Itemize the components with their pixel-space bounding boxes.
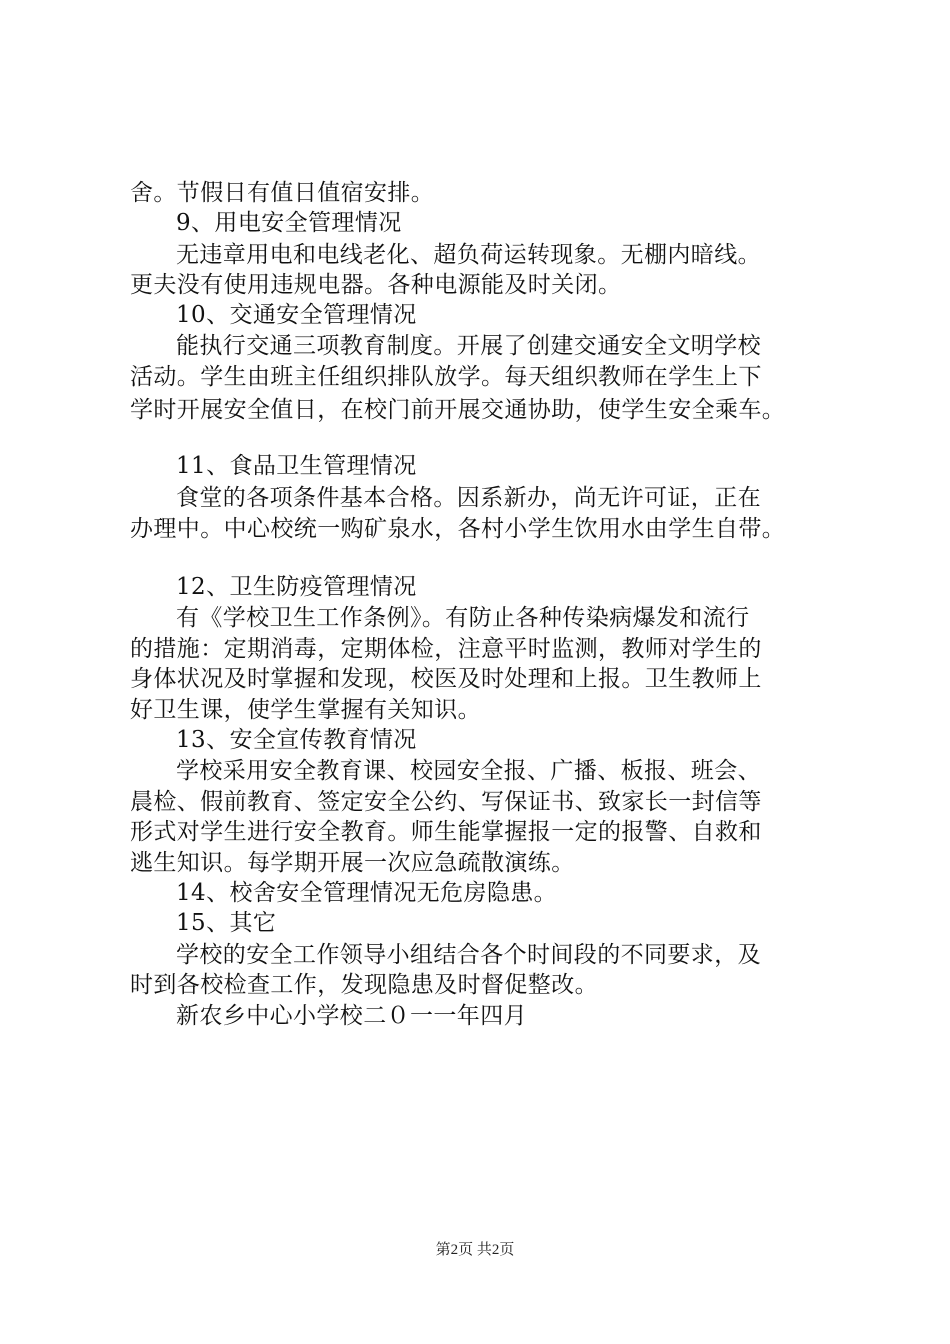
paragraph-line: 更夫没有使用违规电器。各种电源能及时关闭。: [130, 272, 622, 298]
section-heading-9: 9、用电安全管理情况: [176, 210, 402, 236]
paragraph-line: 形式对学生进行安全教育。师生能掌握报一定的报警、自救和: [130, 819, 762, 845]
page-number-footer: 第2页 共2页: [435, 1242, 515, 1258]
paragraph-line: 逃生知识。每学期开展一次应急疏散演练。: [130, 850, 575, 876]
section-heading-11: 11、食品卫生管理情况: [176, 453, 417, 479]
section-heading-10: 10、交通安全管理情况: [176, 302, 417, 328]
paragraph-line: 学校的安全工作领导小组结合各个时间段的不同要求，及: [176, 942, 761, 968]
paragraph-line: 食堂的各项条件基本合格。因系新办，尚无许可证，正在: [176, 485, 761, 511]
paragraph-line: 舍。节假日有值日值宿安排。: [130, 180, 435, 206]
section-heading-13: 13、安全宣传教育情况: [176, 727, 417, 753]
section-heading-12: 12、卫生防疫管理情况: [176, 574, 417, 600]
paragraph-line: 学校采用安全教育课、校园安全报、广播、板报、班会、: [176, 758, 761, 784]
paragraph-line: 办理中。中心校统一购矿泉水，各村小学生饮用水由学生自带。: [130, 516, 786, 542]
section-heading-14: 14、校舍安全管理情况无危房隐患。: [176, 880, 558, 906]
paragraph-line: 无违章用电和电线老化、超负荷运转现象。无棚内暗线。: [176, 242, 761, 268]
paragraph-line: 身体状况及时掌握和发现，校医及时处理和上报。卫生教师上: [130, 666, 762, 692]
paragraph-line: 好卫生课，使学生掌握有关知识。: [130, 697, 481, 723]
paragraph-line: 的措施：定期消毒，定期体检，注意平时监测，教师对学生的: [130, 636, 762, 662]
paragraph-line: 时到各校检查工作，发现隐患及时督促整改。: [130, 972, 598, 998]
paragraph-line: 活动。学生由班主任组织排队放学。每天组织教师在学生上下: [130, 364, 762, 390]
paragraph-line: 能执行交通三项教育制度。开展了创建交通安全文明学校: [176, 333, 761, 359]
section-heading-15: 15、其它: [176, 910, 277, 936]
paragraph-line: 学时开展安全值日，在校门前开展交通协助，使学生安全乘车。: [130, 397, 786, 423]
paragraph-line: 有《学校卫生工作条例》。有防止各种传染病爆发和流行: [176, 605, 750, 631]
paragraph-line: 晨检、假前教育、签定安全公约、写保证书、致家长一封信等: [130, 789, 762, 815]
signature-line: 新农乡中心小学校二０一一年四月: [176, 1003, 527, 1029]
